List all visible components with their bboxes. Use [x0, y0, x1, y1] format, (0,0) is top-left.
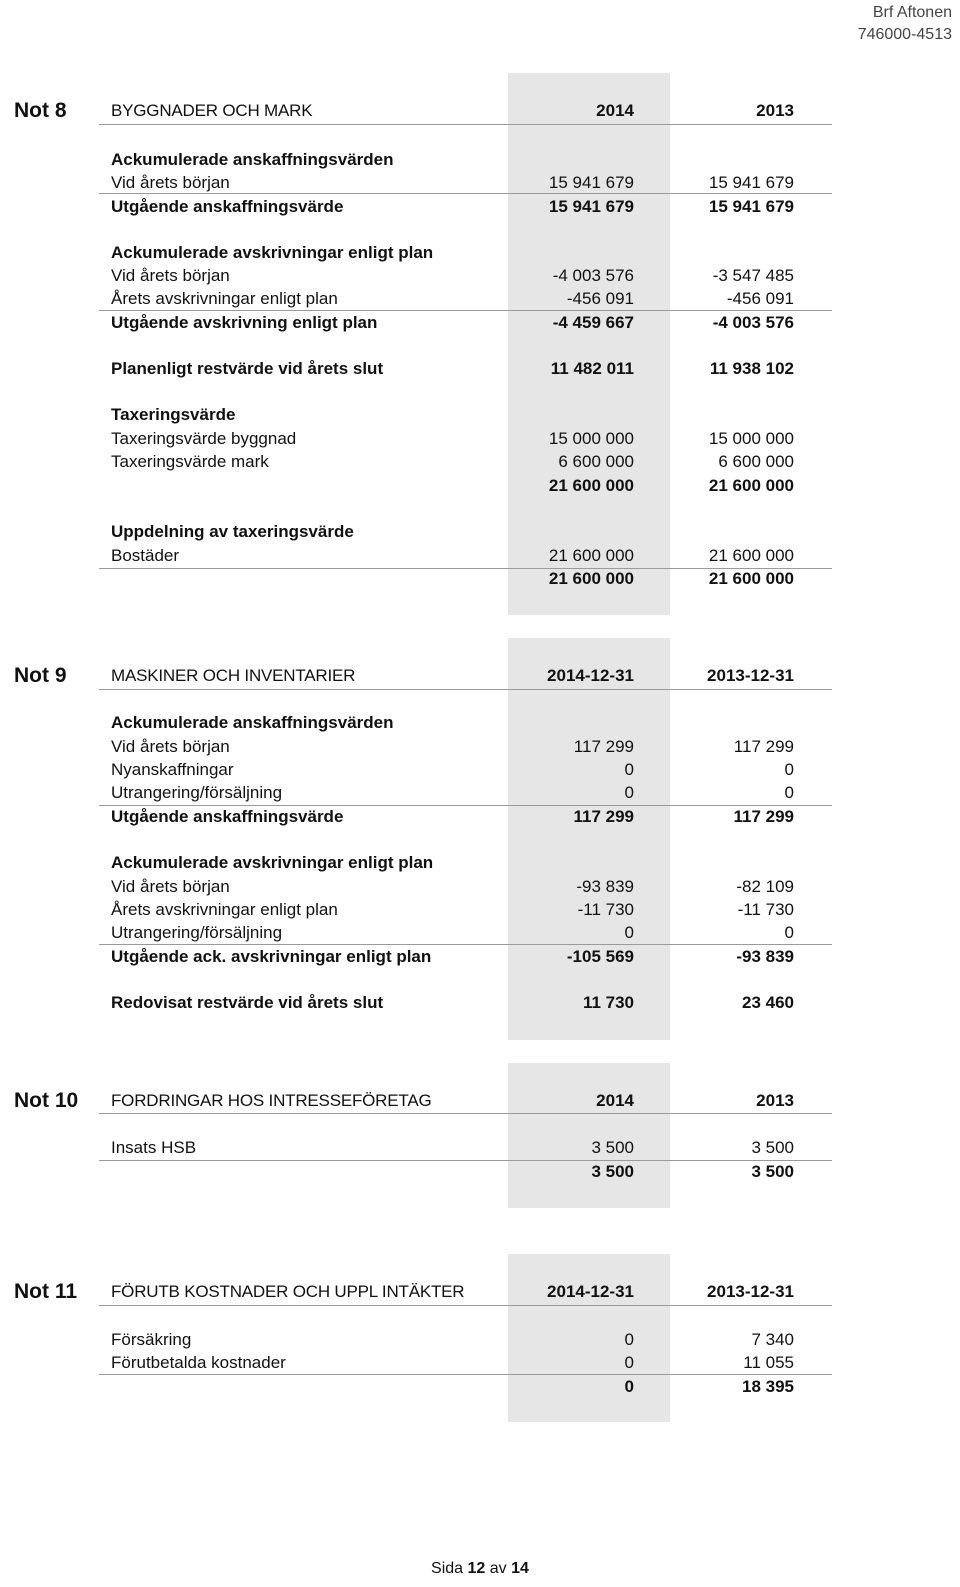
table-row	[0, 875, 960, 899]
value-previous-year: 0	[784, 783, 794, 802]
footer-sep: av	[489, 1560, 507, 1577]
row-label: Planenligt restvärde vid årets slut	[111, 359, 384, 378]
value-current-year: 0	[624, 923, 634, 942]
row-label: Utrangering/försäljning	[111, 783, 283, 802]
sum-row	[0, 474, 960, 498]
row-label: Nyanskaffningar	[111, 760, 234, 779]
row-label: Ackumulerade anskaffningsvärden	[111, 150, 394, 169]
value-current-year: -4 003 576	[552, 266, 634, 285]
table-row	[0, 921, 960, 945]
row-label: Årets avskrivningar enligt plan	[111, 900, 338, 919]
value-previous-year: -456 091	[726, 289, 794, 308]
row-label: Ackumulerade avskrivningar enligt plan	[111, 853, 434, 872]
table-row	[0, 1136, 960, 1160]
note-title: BYGGNADER OCH MARK	[111, 101, 313, 120]
value-previous-year: 21 600 000	[708, 569, 794, 588]
org-number: 746000-4513	[857, 26, 952, 43]
value-current-year: 3 500	[591, 1138, 634, 1157]
column-header-previous: 2013-12-31	[707, 666, 794, 685]
value-current-year: -11 730	[577, 900, 634, 919]
value-previous-year: 7 340	[751, 1330, 794, 1349]
value-previous-year: 11 055	[743, 1353, 794, 1372]
row-label: Taxeringsvärde byggnad	[111, 429, 297, 448]
column-header-previous: 2013-12-31	[707, 1282, 794, 1301]
value-current-year: -456 091	[566, 289, 634, 308]
row-label: Utgående anskaffningsvärde	[111, 197, 344, 216]
note-number: Not 11	[14, 1280, 78, 1303]
value-current-year: 117 299	[573, 737, 634, 756]
row-label: Uppdelning av taxeringsvärde	[111, 522, 354, 541]
value-previous-year: 11 938 102	[709, 359, 794, 378]
value-current-year: 21 600 000	[548, 476, 634, 495]
column-header-previous: 2013	[756, 1091, 794, 1110]
footer-total: 14	[511, 1560, 529, 1577]
divider-line	[99, 689, 832, 690]
row-label: Vid årets början	[111, 173, 230, 192]
value-current-year: 0	[624, 1377, 634, 1396]
value-previous-year: 23 460	[742, 993, 794, 1012]
row-label: Vid årets början	[111, 737, 230, 756]
table-row	[0, 805, 960, 829]
column-header-current: 2014-12-31	[547, 1282, 634, 1301]
value-current-year: 15 941 679	[548, 173, 634, 192]
value-current-year: -105 569	[566, 947, 634, 966]
note-number: Not 8	[14, 99, 67, 122]
row-label: Vid årets början	[111, 266, 230, 285]
table-row	[0, 758, 960, 782]
row-label: Utgående anskaffningsvärde	[111, 807, 344, 826]
value-previous-year: 3 500	[751, 1138, 794, 1157]
value-previous-year: -93 839	[736, 947, 794, 966]
table-row	[0, 427, 960, 451]
value-previous-year: 117 299	[733, 807, 794, 826]
column-header-current: 2014	[596, 101, 634, 120]
row-label: Ackumulerade anskaffningsvärden	[111, 713, 394, 732]
value-previous-year: 18 395	[742, 1377, 794, 1396]
table-row	[0, 520, 960, 544]
value-current-year: -4 459 667	[552, 313, 634, 332]
value-previous-year: 15 941 679	[708, 173, 794, 192]
row-label: Årets avskrivningar enligt plan	[111, 289, 338, 308]
table-row	[0, 148, 960, 172]
note-header-row	[0, 661, 960, 691]
value-current-year: 11 730	[582, 993, 634, 1012]
value-current-year: 11 482 011	[550, 359, 634, 378]
column-header-current: 2014-12-31	[547, 666, 634, 685]
value-previous-year: -3 547 485	[712, 266, 794, 285]
table-row	[0, 781, 960, 805]
note-title: FORDRINGAR HOS INTRESSEFÖRETAG	[111, 1091, 432, 1110]
value-previous-year: 0	[784, 923, 794, 942]
value-current-year: 21 600 000	[548, 546, 634, 565]
row-label: Försäkring	[111, 1330, 192, 1349]
table-row	[0, 735, 960, 759]
value-column-shading	[508, 638, 670, 1040]
column-header-current: 2014	[596, 1091, 634, 1110]
table-row	[0, 287, 960, 311]
value-current-year: 0	[624, 1330, 634, 1349]
divider-line	[99, 1113, 832, 1114]
table-row	[0, 544, 960, 568]
column-header-previous: 2013	[756, 101, 794, 120]
sum-row	[0, 1160, 960, 1184]
value-current-year: 117 299	[573, 807, 634, 826]
document-header	[858, 2, 952, 46]
note-title: FÖRUTB KOSTNADER OCH UPPL INTÄKTER	[111, 1282, 465, 1301]
value-current-year: 15 000 000	[548, 429, 634, 448]
table-row	[0, 851, 960, 875]
table-row	[0, 171, 960, 195]
note-number: Not 9	[14, 664, 67, 687]
footer-prefix: Sida	[431, 1560, 464, 1577]
value-previous-year: 15 000 000	[708, 429, 794, 448]
row-label: Vid årets början	[111, 877, 230, 896]
table-row	[0, 357, 960, 381]
note-header-row	[0, 1086, 960, 1116]
table-row	[0, 195, 960, 219]
value-previous-year: -82 109	[736, 877, 794, 896]
footer-page: 12	[467, 1560, 486, 1577]
table-row	[0, 711, 960, 735]
value-previous-year: -4 003 576	[712, 313, 794, 332]
row-label: Förutbetalda kostnader	[111, 1353, 286, 1372]
table-row	[0, 991, 960, 1015]
page-footer	[0, 1560, 960, 1578]
note-title: MASKINER OCH INVENTARIER	[111, 666, 356, 685]
row-label: Utgående ack. avskrivningar enligt plan	[111, 947, 432, 966]
row-label: Utgående avskrivning enligt plan	[111, 313, 378, 332]
table-row	[0, 450, 960, 474]
value-previous-year: 6 600 000	[718, 452, 794, 471]
value-previous-year: 21 600 000	[708, 476, 794, 495]
divider-line	[99, 1305, 832, 1306]
table-row	[0, 311, 960, 335]
value-current-year: 0	[624, 783, 634, 802]
row-label: Utrangering/försäljning	[111, 923, 283, 942]
divider-line	[99, 124, 832, 125]
table-row	[0, 945, 960, 969]
value-current-year: 15 941 679	[548, 197, 634, 216]
sum-row	[0, 567, 960, 591]
table-row	[0, 264, 960, 288]
value-previous-year: 15 941 679	[708, 197, 794, 216]
note-header-row	[0, 1277, 960, 1307]
row-label: Redovisat restvärde vid årets slut	[111, 993, 384, 1012]
value-previous-year: 3 500	[751, 1162, 794, 1181]
table-row	[0, 403, 960, 427]
note-number: Not 10	[14, 1089, 79, 1112]
row-label: Insats HSB	[111, 1138, 197, 1157]
note-header-row	[0, 96, 960, 126]
value-previous-year: 21 600 000	[708, 546, 794, 565]
sum-row	[0, 1375, 960, 1399]
table-row	[0, 1351, 960, 1375]
value-current-year: 21 600 000	[548, 569, 634, 588]
value-current-year: -93 839	[576, 877, 634, 896]
value-current-year: 0	[624, 760, 634, 779]
value-current-year: 3 500	[591, 1162, 634, 1181]
table-row	[0, 898, 960, 922]
value-previous-year: -11 730	[737, 900, 794, 919]
row-label: Taxeringsvärde	[111, 405, 236, 424]
row-label: Ackumulerade avskrivningar enligt plan	[111, 243, 434, 262]
table-row	[0, 1328, 960, 1352]
value-current-year: 0	[624, 1353, 634, 1372]
value-previous-year: 117 299	[733, 737, 794, 756]
table-row	[0, 241, 960, 265]
value-previous-year: 0	[784, 760, 794, 779]
value-current-year: 6 600 000	[558, 452, 634, 471]
org-name: Brf Aftonen	[872, 4, 952, 21]
row-label: Bostäder	[111, 546, 180, 565]
row-label: Taxeringsvärde mark	[111, 452, 269, 471]
